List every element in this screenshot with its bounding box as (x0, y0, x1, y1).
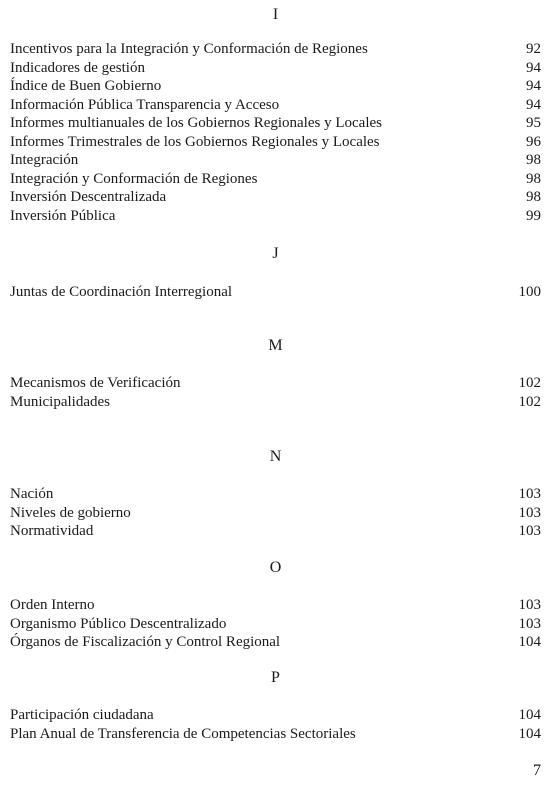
section-i (0, 6, 551, 24)
index-entry (10, 615, 541, 634)
entry-title: Informes multianuales de los Gobiernos Regionales y Locales (10, 115, 382, 131)
entry-title: Órganos de Fiscalización y Control Regional (10, 634, 281, 650)
section-m (0, 337, 551, 355)
entry-page: 98 (526, 170, 541, 187)
index-entry (10, 374, 541, 393)
entry-page: 94 (526, 59, 541, 76)
entry-page: 103 (518, 523, 541, 539)
index-entry (10, 40, 541, 59)
entry-title: Integración y Conformación de Regiones (10, 170, 258, 187)
index-entry (10, 596, 541, 615)
index-entry (10, 96, 541, 115)
index-entry (10, 114, 541, 133)
entry-title: Integración (10, 152, 79, 168)
entry-page: 95 (526, 115, 541, 131)
section-i-entries (10, 40, 541, 225)
entry-title: Informes Trimestrales de los Gobiernos Regionales y Locales (10, 133, 380, 150)
page-number: 7 (533, 762, 541, 779)
entry-title: Índice de Buen Gobierno (10, 78, 162, 94)
entry-page: 94 (526, 96, 541, 113)
entry-title: Juntas de Coordinación Interregional (10, 284, 233, 300)
index-entry (10, 725, 541, 744)
index-entry (10, 133, 541, 152)
section-p-entries (10, 706, 541, 743)
entry-page: 104 (518, 707, 541, 723)
entry-title: Inversión Pública (10, 207, 116, 224)
section-letter: J (272, 245, 279, 262)
entry-title: Nación (10, 486, 54, 502)
entry-page: 104 (518, 725, 541, 742)
section-j-entries (10, 283, 541, 302)
index-entry (10, 59, 541, 78)
index-entry (10, 633, 541, 652)
entry-page: 92 (526, 41, 541, 57)
entry-page: 102 (518, 393, 541, 410)
section-o-entries (10, 596, 541, 652)
entry-title: Normatividad (10, 523, 94, 539)
entry-title: Participación ciudadana (10, 707, 154, 723)
entry-page: 103 (518, 504, 541, 521)
entry-title: Inversión Descentralizada (10, 189, 167, 205)
section-j (0, 245, 551, 263)
entry-page: 99 (526, 207, 541, 224)
entry-page: 103 (518, 597, 541, 613)
index-entry (10, 283, 541, 302)
entry-page: 98 (526, 189, 541, 205)
section-p (0, 669, 551, 687)
entry-page: 103 (518, 486, 541, 502)
section-n-entries (10, 485, 541, 541)
section-letter: O (269, 559, 282, 576)
index-entry (10, 393, 541, 412)
section-letter: M (268, 337, 283, 354)
entry-page: 98 (526, 152, 541, 168)
entry-page: 100 (518, 284, 541, 300)
entry-title: Mecanismos de Verificación (10, 375, 181, 391)
entry-title: Información Pública Transparencia y Acceso (10, 96, 280, 113)
section-o (0, 559, 551, 577)
entry-page: 94 (526, 78, 541, 94)
section-letter: P (271, 669, 280, 686)
entry-page: 102 (518, 375, 541, 391)
entry-title: Orden Interno (10, 597, 95, 613)
entry-page: 104 (518, 634, 541, 650)
entry-title: Municipalidades (10, 393, 110, 410)
entry-title: Niveles de gobierno (10, 504, 131, 521)
section-letter: N (269, 448, 282, 465)
section-m-entries (10, 374, 541, 411)
index-entry (10, 207, 541, 226)
entry-page: 96 (526, 133, 541, 150)
index-entry (10, 504, 541, 523)
index-entry (10, 77, 541, 96)
entry-title: Incentivos para la Integración y Conformación de Regiones (10, 41, 368, 57)
entry-title: Plan Anual de Transferencia de Competencias Sectoriales (10, 725, 356, 742)
entry-title: Organismo Público Descentralizado (10, 615, 227, 632)
section-letter: I (272, 6, 279, 23)
index-entry (10, 151, 541, 170)
entry-page: 103 (518, 615, 541, 632)
section-n (0, 448, 551, 466)
index-entry (10, 522, 541, 541)
index-entry (10, 170, 541, 189)
entry-title: Indicadores de gestión (10, 59, 145, 76)
index-entry (10, 485, 541, 504)
index-entry (10, 706, 541, 725)
index-entry (10, 188, 541, 207)
